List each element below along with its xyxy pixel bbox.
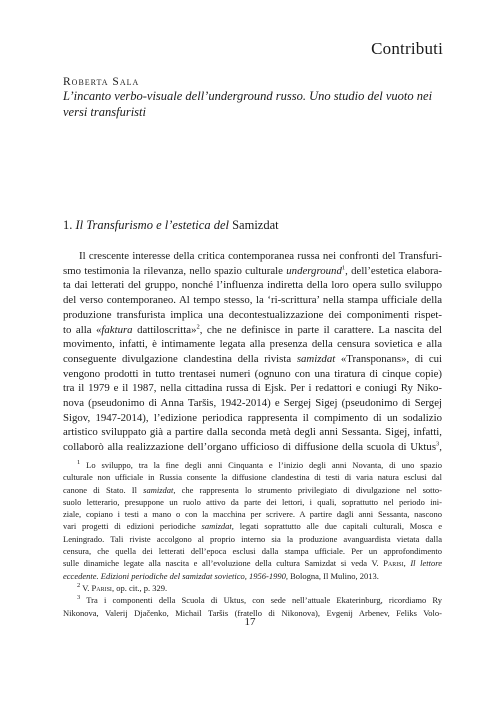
- body-line: Il crescente interesse della critica contemporanea russa nei confronti del Transfuri-: [79, 250, 442, 262]
- footnote-line: culturale non ufficiale in Russia consente la diffusione clandestina di testi di varia natura esclusi dal: [63, 472, 442, 483]
- running-header: Contributi: [371, 39, 443, 58]
- body-line: artistico sviluppato già a partire dalla seconda metà degli anni Sessanta. Sigej, infatti,: [63, 426, 442, 439]
- footnote-line: canone di Stato. Il samizdat, che rappresenta lo strumento privilegiato di divulgazione nel sotto-: [63, 484, 442, 495]
- body-line: collaborò alla realizzazione dell’organo ufficioso di diffusione della scuola di Uktus$^3$,: [63, 440, 442, 454]
- footnote-line: $^1$ Lo sviluppo, tra la fine degli anni Cinquanta e l’inizio degli anni Novanta, di uno spazio: [77, 459, 443, 470]
- footnote-line: $^2$ V. Parisi, op. cit., p. 329.: [77, 582, 168, 593]
- section-heading: [63, 218, 279, 233]
- footnote-ref: 2: [196, 322, 200, 330]
- footnote-line: sulle dinamiche legate alla nascita e all’evoluzione della cultura Samizdat si veda V. Parisi, Il lettore: [63, 558, 442, 569]
- footnote-line: Leningrado. Tali riviste accolgono al proprio interno sia la produzione avanguardista vietata dalla: [63, 533, 442, 544]
- body-paragraph: [63, 249, 442, 455]
- body-line: produzione transfurista implica una decontestualizzazione dei componimenti rispet-: [63, 308, 442, 321]
- body-line: conseguente divulgazione clandestina della rivista samizdat «Transponans», di cui: [63, 352, 443, 365]
- footnote-ref: 1: [341, 264, 346, 272]
- page-number: 17: [244, 616, 256, 628]
- body-line: vengono prodotti in tutto trentasei numeri (ognuno con una tiratura di cinque copie): [63, 367, 442, 380]
- footnote-line: ziale, copiano i testi a mano o con la macchina per scrivere. A partire dagli anni Sessanta, nascono: [63, 509, 442, 520]
- body-line: ta dai letterati del gruppo, nonché l’influenza indiretta della loro opera sullo sviluppo: [63, 279, 442, 292]
- body-line: tra il 1979 e il 1987, nella cittadina russa di Ejsk. Per i redattori e coniugi Ry Niko-: [63, 382, 442, 395]
- author-name: Roberta Sala: [63, 76, 140, 88]
- body-line: Sigov, 1947-2014), l’edizione periodica rappresenta il compimento di un sodalizio: [63, 411, 442, 424]
- footnote-line: censura, che quella dei letterati dell’epoca esclusi dalla stampa ufficiale. Per un approfondimento: [63, 546, 442, 557]
- footnote-line: vari progetti di edizioni periodiche samizdat, legati soprattutto alle due capitali culturali, Mosca e: [63, 521, 442, 532]
- body-line: to alla «faktura dattiloscritta»$^2$, che ne definisce in parte il carattere. La nascita del: [63, 322, 442, 336]
- footnote-ref: 3: [436, 440, 440, 448]
- body-line: nova (pseudonimo di Anna Taršis, 1942-2014) e Sergej Sigej (pseudonimo di Sergej: [63, 397, 442, 410]
- article-title: L’incanto verbo-visuale dell’underground russo. Uno studio del vuoto nei versi transfuristi: [63, 89, 433, 119]
- footnote-line: eccedente. Edizioni periodiche del samizdat sovietico, 1956-1990, Bologna, Il Mulino, 2013.: [63, 570, 379, 581]
- footnote-line: suolo letterario, presuppone un ruolo attivo da parte dei lettori, i quali, soprattutto nel periodo ini-: [63, 496, 442, 507]
- body-line: del verso contemporaneo. Al tempo stesso, la ‘ri-scrittura’ nella stampa ufficiale della: [63, 294, 442, 307]
- section-title-roman: Samizdat: [232, 218, 279, 232]
- section-number: 1.: [63, 218, 73, 232]
- body-line: movimento, infatti, è intimamente legata alla presenza della censura sovietica e alla: [63, 338, 442, 351]
- footnote-line: Nikonova, Valerij Djačenko, Michail Taršis (fratello di Nikonova), Evgenij Arbenev, Feliks Volo-: [63, 607, 442, 618]
- footnotes: [63, 459, 442, 619]
- footnote-line: $^3$ Tra i componenti della Scuola di Uktus, con sede nell’attuale Ekaterinburg, ricordiamo Ry: [77, 594, 442, 606]
- section-title-italic: Il Transfurismo e l’estetica del: [75, 218, 229, 232]
- body-line: smo testimonia la rilevanza, nello spazio culturale underground$^1$, dell’estetica elabora-: [63, 264, 442, 277]
